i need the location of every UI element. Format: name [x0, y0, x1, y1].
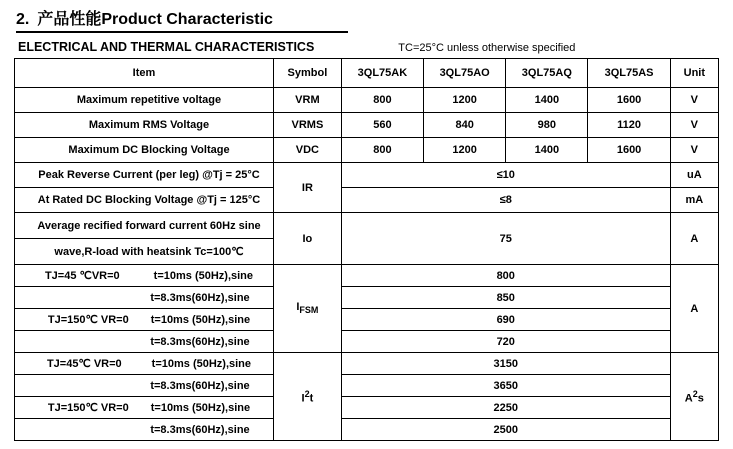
row-value-2: 980 — [506, 113, 588, 138]
row-unit: A — [670, 265, 718, 353]
page-title-number: 2. — [16, 11, 30, 28]
row-value-span: 2250 — [341, 397, 670, 419]
header-symbol: Symbol — [273, 59, 341, 88]
row-value-span: 800 — [341, 265, 670, 287]
row-item: t=8.3ms(60Hz),sine — [15, 331, 274, 353]
header-item: Item — [15, 59, 274, 88]
row-item: Average recified forward current 60Hz sine — [15, 213, 274, 239]
row-unit: A — [670, 213, 718, 265]
row-item: Peak Reverse Current (per leg) @Tj = 25°C — [15, 163, 274, 188]
row-value-span: 690 — [341, 309, 670, 331]
row-value-3: 1120 — [588, 113, 670, 138]
unit-tail: s — [697, 392, 704, 405]
table-row-ifsm-4 — [15, 331, 719, 353]
table-row-ifsm-2 — [15, 287, 719, 309]
row-value-span: 75 — [341, 213, 670, 265]
row-value-2: 1400 — [506, 138, 588, 163]
header-col-0: 3QL75AK — [341, 59, 423, 88]
symbol-sub: FSM — [299, 305, 319, 316]
row-symbol: IR — [273, 163, 341, 213]
row-value-span: 3150 — [341, 353, 670, 375]
row-item: Maximum repetitive voltage — [15, 88, 274, 113]
row-item: Maximum DC Blocking Voltage — [15, 138, 274, 163]
table-row-ir-1 — [15, 163, 719, 188]
row-symbol — [273, 265, 341, 353]
row-item-label: TJ=45℃ VR=0 — [46, 358, 122, 370]
row-value-span: 720 — [341, 331, 670, 353]
row-value-span: 850 — [341, 287, 670, 309]
condition-note: TC=25°C unless otherwise specified — [398, 42, 576, 54]
symbol-main: I — [296, 301, 300, 314]
row-value-0: 560 — [341, 113, 423, 138]
header-col-3: 3QL75AS — [588, 59, 670, 88]
row-value-span: ≤10 — [341, 163, 670, 188]
row-item — [15, 309, 274, 331]
symbol-sup: 2 — [304, 388, 310, 399]
row-symbol: VRM — [273, 88, 341, 113]
row-unit: V — [670, 138, 718, 163]
row-symbol: VDC — [273, 138, 341, 163]
unit-main: A — [684, 392, 693, 405]
row-value-1: 840 — [424, 113, 506, 138]
table-row-i2t-4 — [15, 419, 719, 441]
row-item-cond: t=10ms (50Hz),sine — [151, 358, 252, 370]
row-item: t=8.3ms(60Hz),sine — [15, 375, 274, 397]
row-value-1: 1200 — [424, 138, 506, 163]
row-value-span: ≤8 — [341, 188, 670, 213]
table-row — [15, 138, 719, 163]
header-col-1: 3QL75AO — [424, 59, 506, 88]
row-item: t=8.3ms(60Hz),sine — [15, 287, 274, 309]
row-item — [15, 265, 274, 287]
row-item: Maximum RMS Voltage — [15, 113, 274, 138]
page-title — [0, 0, 733, 31]
table-row-i2t-2 — [15, 375, 719, 397]
row-item-label: TJ=150℃ VR=0 — [47, 402, 129, 414]
row-value-3: 1600 — [588, 138, 670, 163]
row-unit — [670, 353, 718, 441]
row-item-cond: t=10ms (50Hz),sine — [150, 402, 251, 414]
row-value-2: 1400 — [506, 88, 588, 113]
row-value-span: 2500 — [341, 419, 670, 441]
header-col-2: 3QL75AQ — [506, 59, 588, 88]
row-item — [15, 353, 274, 375]
row-symbol: Io — [273, 213, 341, 265]
characteristics-table — [14, 58, 719, 441]
table-header-row — [15, 59, 719, 88]
section-header-row — [0, 40, 733, 54]
row-value-0: 800 — [341, 138, 423, 163]
table-row-io-1 — [15, 213, 719, 239]
row-item-label: TJ=150℃ VR=0 — [47, 314, 129, 326]
unit-sup: 2 — [692, 388, 698, 399]
table-row-ifsm-3 — [15, 309, 719, 331]
row-unit: V — [670, 113, 718, 138]
table-row-ifsm-1 — [15, 265, 719, 287]
table-row — [15, 113, 719, 138]
symbol-tail: t — [309, 392, 314, 405]
section-heading: ELECTRICAL AND THERMAL CHARACTERISTICS — [18, 40, 315, 54]
row-item: At Rated DC Blocking Voltage @Tj = 125°C — [15, 188, 274, 213]
row-item-cond: t=10ms (50Hz),sine — [150, 314, 251, 326]
row-item — [15, 397, 274, 419]
row-unit: uA — [670, 163, 718, 188]
table-row — [15, 88, 719, 113]
row-value-span: 3650 — [341, 375, 670, 397]
row-unit: mA — [670, 188, 718, 213]
table-row-i2t-1 — [15, 353, 719, 375]
row-item: t=8.3ms(60Hz),sine — [15, 419, 274, 441]
row-symbol: VRMS — [273, 113, 341, 138]
symbol-main: I — [301, 392, 305, 405]
row-unit: V — [670, 88, 718, 113]
row-value-3: 1600 — [588, 88, 670, 113]
page-title-text: 产品性能Product Characteristic — [37, 11, 273, 28]
table-row-i2t-3 — [15, 397, 719, 419]
row-item-label: TJ=45 ℃VR=0 — [44, 270, 120, 282]
row-item-cond: t=10ms (50Hz),sine — [153, 270, 254, 282]
title-underline — [16, 31, 348, 33]
table-row-ir-2 — [15, 188, 719, 213]
row-value-1: 1200 — [424, 88, 506, 113]
row-symbol — [273, 353, 341, 441]
row-item: wave,R-load with heatsink Tc=100℃ — [15, 239, 274, 265]
header-unit: Unit — [670, 59, 718, 88]
row-value-0: 800 — [341, 88, 423, 113]
